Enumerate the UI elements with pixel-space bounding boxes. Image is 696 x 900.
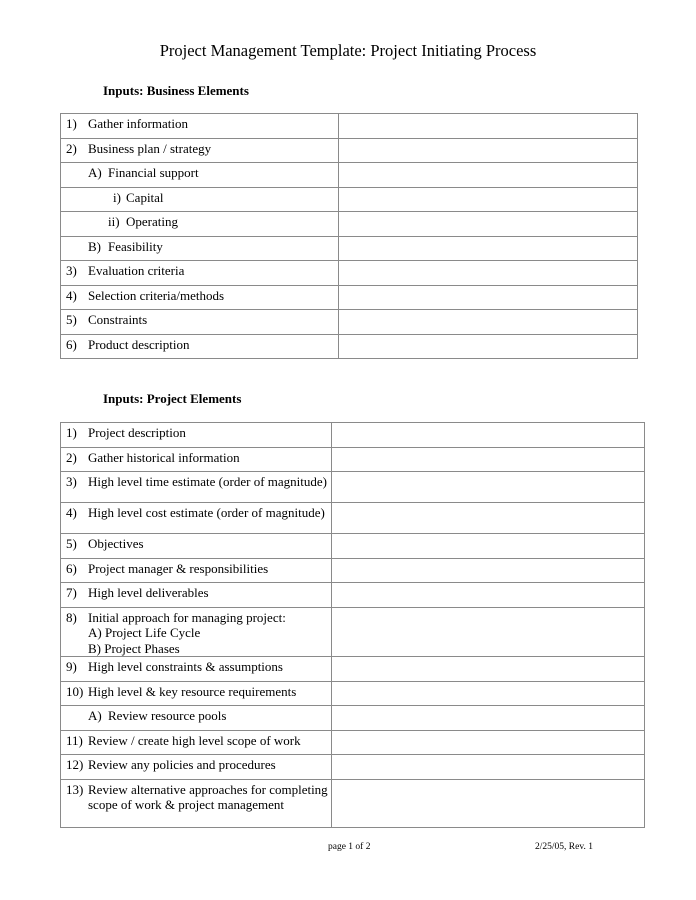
revision-date: 2/25/05, Rev. 1	[535, 842, 593, 852]
item-number: A)	[88, 708, 102, 723]
item-number: 10)	[66, 683, 84, 699]
item-input-cell[interactable]	[332, 472, 645, 503]
table-row	[61, 334, 638, 359]
table-row	[61, 261, 638, 286]
item-number: 4)	[66, 287, 77, 303]
item-input-cell[interactable]	[332, 779, 645, 827]
item-number: 7)	[66, 585, 77, 600]
item-input-cell[interactable]	[332, 657, 645, 682]
item-label: Operating	[126, 214, 178, 229]
item-number: 3)	[66, 474, 77, 489]
table-row	[61, 423, 645, 448]
item-number: 8)	[66, 609, 77, 625]
item-input-cell[interactable]	[332, 423, 645, 448]
item-input-cell[interactable]	[332, 558, 645, 583]
table-row	[61, 779, 645, 827]
table-row	[61, 236, 638, 261]
item-input-cell[interactable]	[339, 261, 638, 286]
item-number: 9)	[66, 659, 77, 674]
item-input-cell[interactable]	[339, 163, 638, 188]
document-title: Project Management Template: Project Initiating Process	[159, 41, 537, 60]
item-input-cell[interactable]	[332, 681, 645, 706]
item-label: Capital	[126, 189, 164, 205]
item-label: High level deliverables	[88, 585, 209, 600]
item-label: Project manager & responsibilities	[88, 560, 269, 576]
item-label: Gather information	[88, 116, 188, 131]
item-label: Product description	[88, 336, 190, 352]
table-row	[61, 310, 638, 335]
item-number: 1)	[66, 116, 77, 131]
table-row	[61, 163, 638, 188]
item-label: Constraints	[88, 312, 148, 327]
item-number: ii)	[108, 214, 120, 229]
item-label: Project description	[88, 425, 186, 440]
item-input-cell[interactable]	[339, 138, 638, 163]
table-row	[61, 681, 645, 706]
item-number: 5)	[66, 536, 77, 551]
table-row	[61, 503, 645, 534]
item-input-cell[interactable]	[332, 706, 645, 731]
item-input-cell[interactable]	[332, 447, 645, 472]
item-label: Review any policies and procedures	[88, 757, 276, 772]
item-input-cell[interactable]	[339, 334, 638, 359]
item-label: Review alternative approaches for completing scope of work & project management	[88, 781, 328, 812]
item-label: Objectives	[88, 536, 144, 551]
item-input-cell[interactable]	[339, 187, 638, 212]
table-row	[61, 607, 645, 657]
item-number: B)	[88, 238, 101, 254]
item-label: Initial approach for managing project:	[88, 609, 286, 625]
table-row	[61, 558, 645, 583]
item-label: Business plan / strategy	[88, 140, 212, 156]
item-input-cell[interactable]	[332, 730, 645, 755]
project-elements-table	[60, 422, 645, 828]
sub-item-project-life-cycle: A) Project Life Cycle	[88, 625, 201, 640]
item-number: 4)	[66, 505, 77, 520]
item-label: Gather historical information	[88, 449, 240, 465]
item-number: 2)	[66, 449, 77, 465]
item-input-cell[interactable]	[332, 607, 645, 657]
table-row	[61, 138, 638, 163]
item-label: High level time estimate (order of magnitude)	[88, 474, 327, 489]
table-row	[61, 187, 638, 212]
item-input-cell[interactable]	[339, 236, 638, 261]
item-label: High level & key resource requirements	[88, 683, 297, 699]
table-row	[61, 706, 645, 731]
table-row	[61, 657, 645, 682]
business-elements-table	[60, 113, 638, 359]
item-number: 12)	[66, 757, 84, 772]
item-label: Evaluation criteria	[88, 263, 185, 278]
item-number: 3)	[66, 263, 77, 278]
item-label: Feasibility	[108, 238, 163, 254]
project-elements-heading: Inputs: Project Elements	[103, 391, 242, 406]
item-label: High level constraints & assumptions	[88, 659, 283, 674]
item-number: 13)	[66, 781, 84, 797]
item-number: 6)	[66, 336, 77, 352]
item-number: 11)	[66, 732, 83, 748]
item-number: 1)	[66, 425, 77, 440]
table-row	[61, 472, 645, 503]
item-input-cell[interactable]	[332, 755, 645, 780]
item-number: 5)	[66, 312, 77, 327]
table-row	[61, 755, 645, 780]
item-input-cell[interactable]	[339, 285, 638, 310]
business-elements-heading: Inputs: Business Elements	[103, 83, 249, 98]
table-row	[61, 730, 645, 755]
table-row	[61, 447, 645, 472]
page-number: page 1 of 2	[328, 842, 371, 852]
item-input-cell[interactable]	[339, 114, 638, 139]
table-row	[61, 285, 638, 310]
item-label: Selection criteria/methods	[88, 287, 225, 303]
item-input-cell[interactable]	[339, 212, 638, 237]
item-label: Review / create high level scope of work	[88, 732, 301, 748]
item-input-cell[interactable]	[339, 310, 638, 335]
item-input-cell[interactable]	[332, 583, 645, 608]
item-input-cell[interactable]	[332, 503, 645, 534]
item-input-cell[interactable]	[332, 534, 645, 559]
item-label: Financial support	[108, 165, 199, 180]
item-label: High level cost estimate (order of magnitude)	[88, 505, 325, 520]
item-number: 6)	[66, 560, 77, 576]
table-row	[61, 212, 638, 237]
item-number: i)	[113, 189, 121, 205]
table-row	[61, 534, 645, 559]
table-row	[61, 114, 638, 139]
item-label: Review resource pools	[108, 708, 227, 723]
item-number: 2)	[66, 140, 77, 156]
table-row	[61, 583, 645, 608]
item-number: A)	[88, 165, 102, 180]
sub-item-project-phases: B) Project Phases	[88, 640, 180, 656]
